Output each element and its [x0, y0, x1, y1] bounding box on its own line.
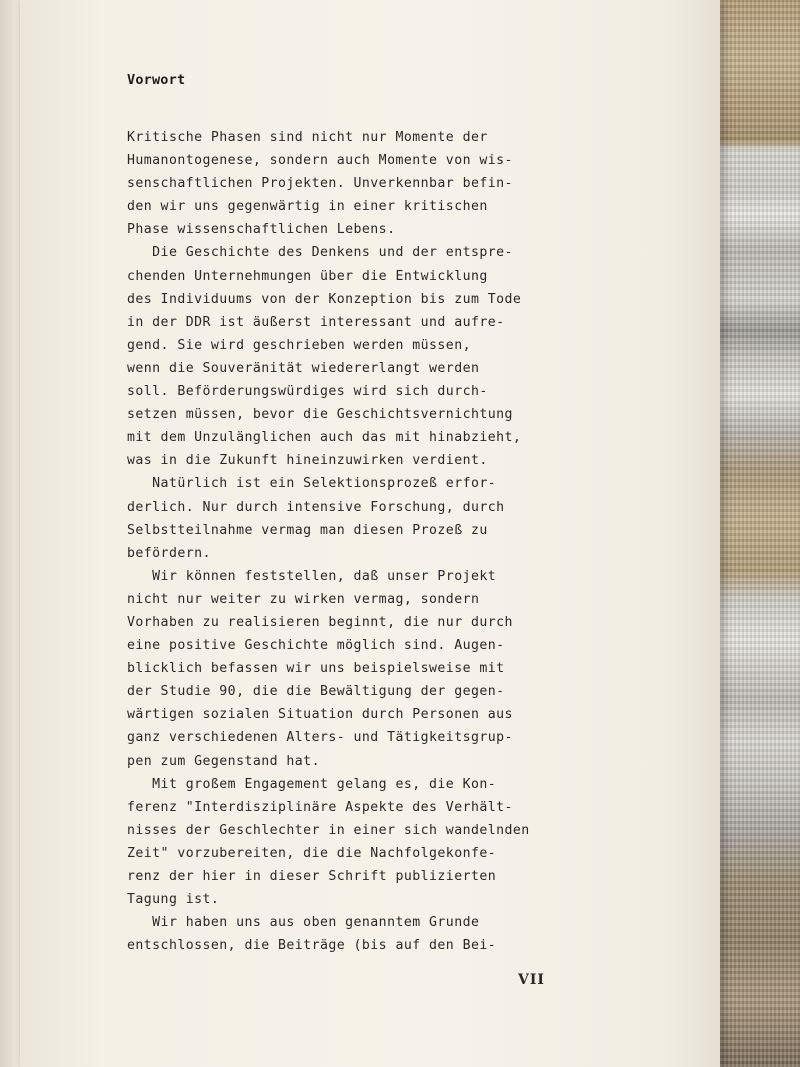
text-line: ganz verschiedenen Alters- und Tätigkeitsgrup- [127, 730, 513, 746]
text-line: Wir können feststellen, daß unser Projekt [127, 568, 497, 584]
text-line: senschaftlichen Projekten. Unverkennbar befin- [127, 176, 513, 192]
text-line: Natürlich ist ein Selektionsprozeß erfor- [127, 476, 497, 492]
text-line: Selbstteilnahme vermag man diesen Prozeß zu [127, 522, 488, 538]
text-line: Wir haben uns aus oben genanntem Grunde [127, 915, 480, 931]
section-heading: Vorwort [127, 72, 186, 88]
text-line: Humanontogenese, sondern auch Momente von wis- [127, 153, 513, 169]
book-page [20, 0, 720, 1067]
text-line: wenn die Souveränität wiedererlangt werden [127, 360, 480, 376]
text-line: Kritische Phasen sind nicht nur Momente der [127, 130, 488, 145]
text-line: was in die Zukunft hineinzuwirken verdient. [127, 453, 488, 469]
text-line: Die Geschichte des Denkens und der entspre- [127, 245, 513, 261]
text-line: pen zum Gegenstand hat. [127, 753, 320, 769]
text-line: der Studie 90, die die Bewältigung der gegen- [127, 684, 505, 700]
text-line: mit dem Unzulänglichen auch das mit hinabzieht, [127, 430, 522, 446]
text-line: chenden Unternehmungen über die Entwicklung [127, 268, 488, 284]
text-line: Tagung ist. [127, 892, 220, 908]
text-line: renz der hier in dieser Schrift publizierten [127, 869, 497, 884]
text-line: in der DDR ist äußerst interessant und aufre- [127, 314, 505, 330]
text-line: Zeit" vorzubereiten, die die Nachfolgekonfe- [127, 845, 497, 861]
page-left-edge [0, 0, 22, 1067]
text-line: blicklich befassen wir uns beispielsweise mit [127, 661, 505, 677]
text-line: nisses der Geschlechter in einer sich wandelnden [127, 822, 530, 838]
text-line: eine positive Geschichte möglich sind. Augen- [127, 638, 505, 654]
text-line: befördern. [127, 545, 211, 561]
text-line: Mit großem Engagement gelang es, die Kon- [127, 776, 497, 792]
text-line: entschlossen, die Beiträge (bis auf den Bei- [127, 938, 497, 954]
body-text [127, 126, 597, 957]
text-line: Vorhaben zu realisieren beginnt, die nur durch [127, 614, 513, 630]
text-line: wärtigen sozialen Situation durch Personen aus [127, 707, 513, 723]
text-line: den wir uns gegenwärtig in einer kritischen [127, 199, 488, 215]
text-line: nicht nur weiter zu wirken vermag, sondern [127, 591, 480, 607]
text-line: soll. Beförderungswürdiges wird sich durch- [127, 384, 488, 400]
text-line: ferenz "Interdisziplinäre Aspekte des Verhält- [127, 799, 513, 815]
text-line: gend. Sie wird geschrieben werden müssen, [127, 337, 471, 353]
page-number: VII [518, 972, 545, 988]
text-line: setzen müssen, bevor die Geschichtsvernichtung [127, 407, 513, 423]
text-line: des Individuums von der Konzeption bis zum Tode [127, 291, 522, 307]
text-line: derlich. Nur durch intensive Forschung, durch [127, 499, 505, 515]
text-line: Phase wissenschaftlichen Lebens. [127, 222, 396, 238]
